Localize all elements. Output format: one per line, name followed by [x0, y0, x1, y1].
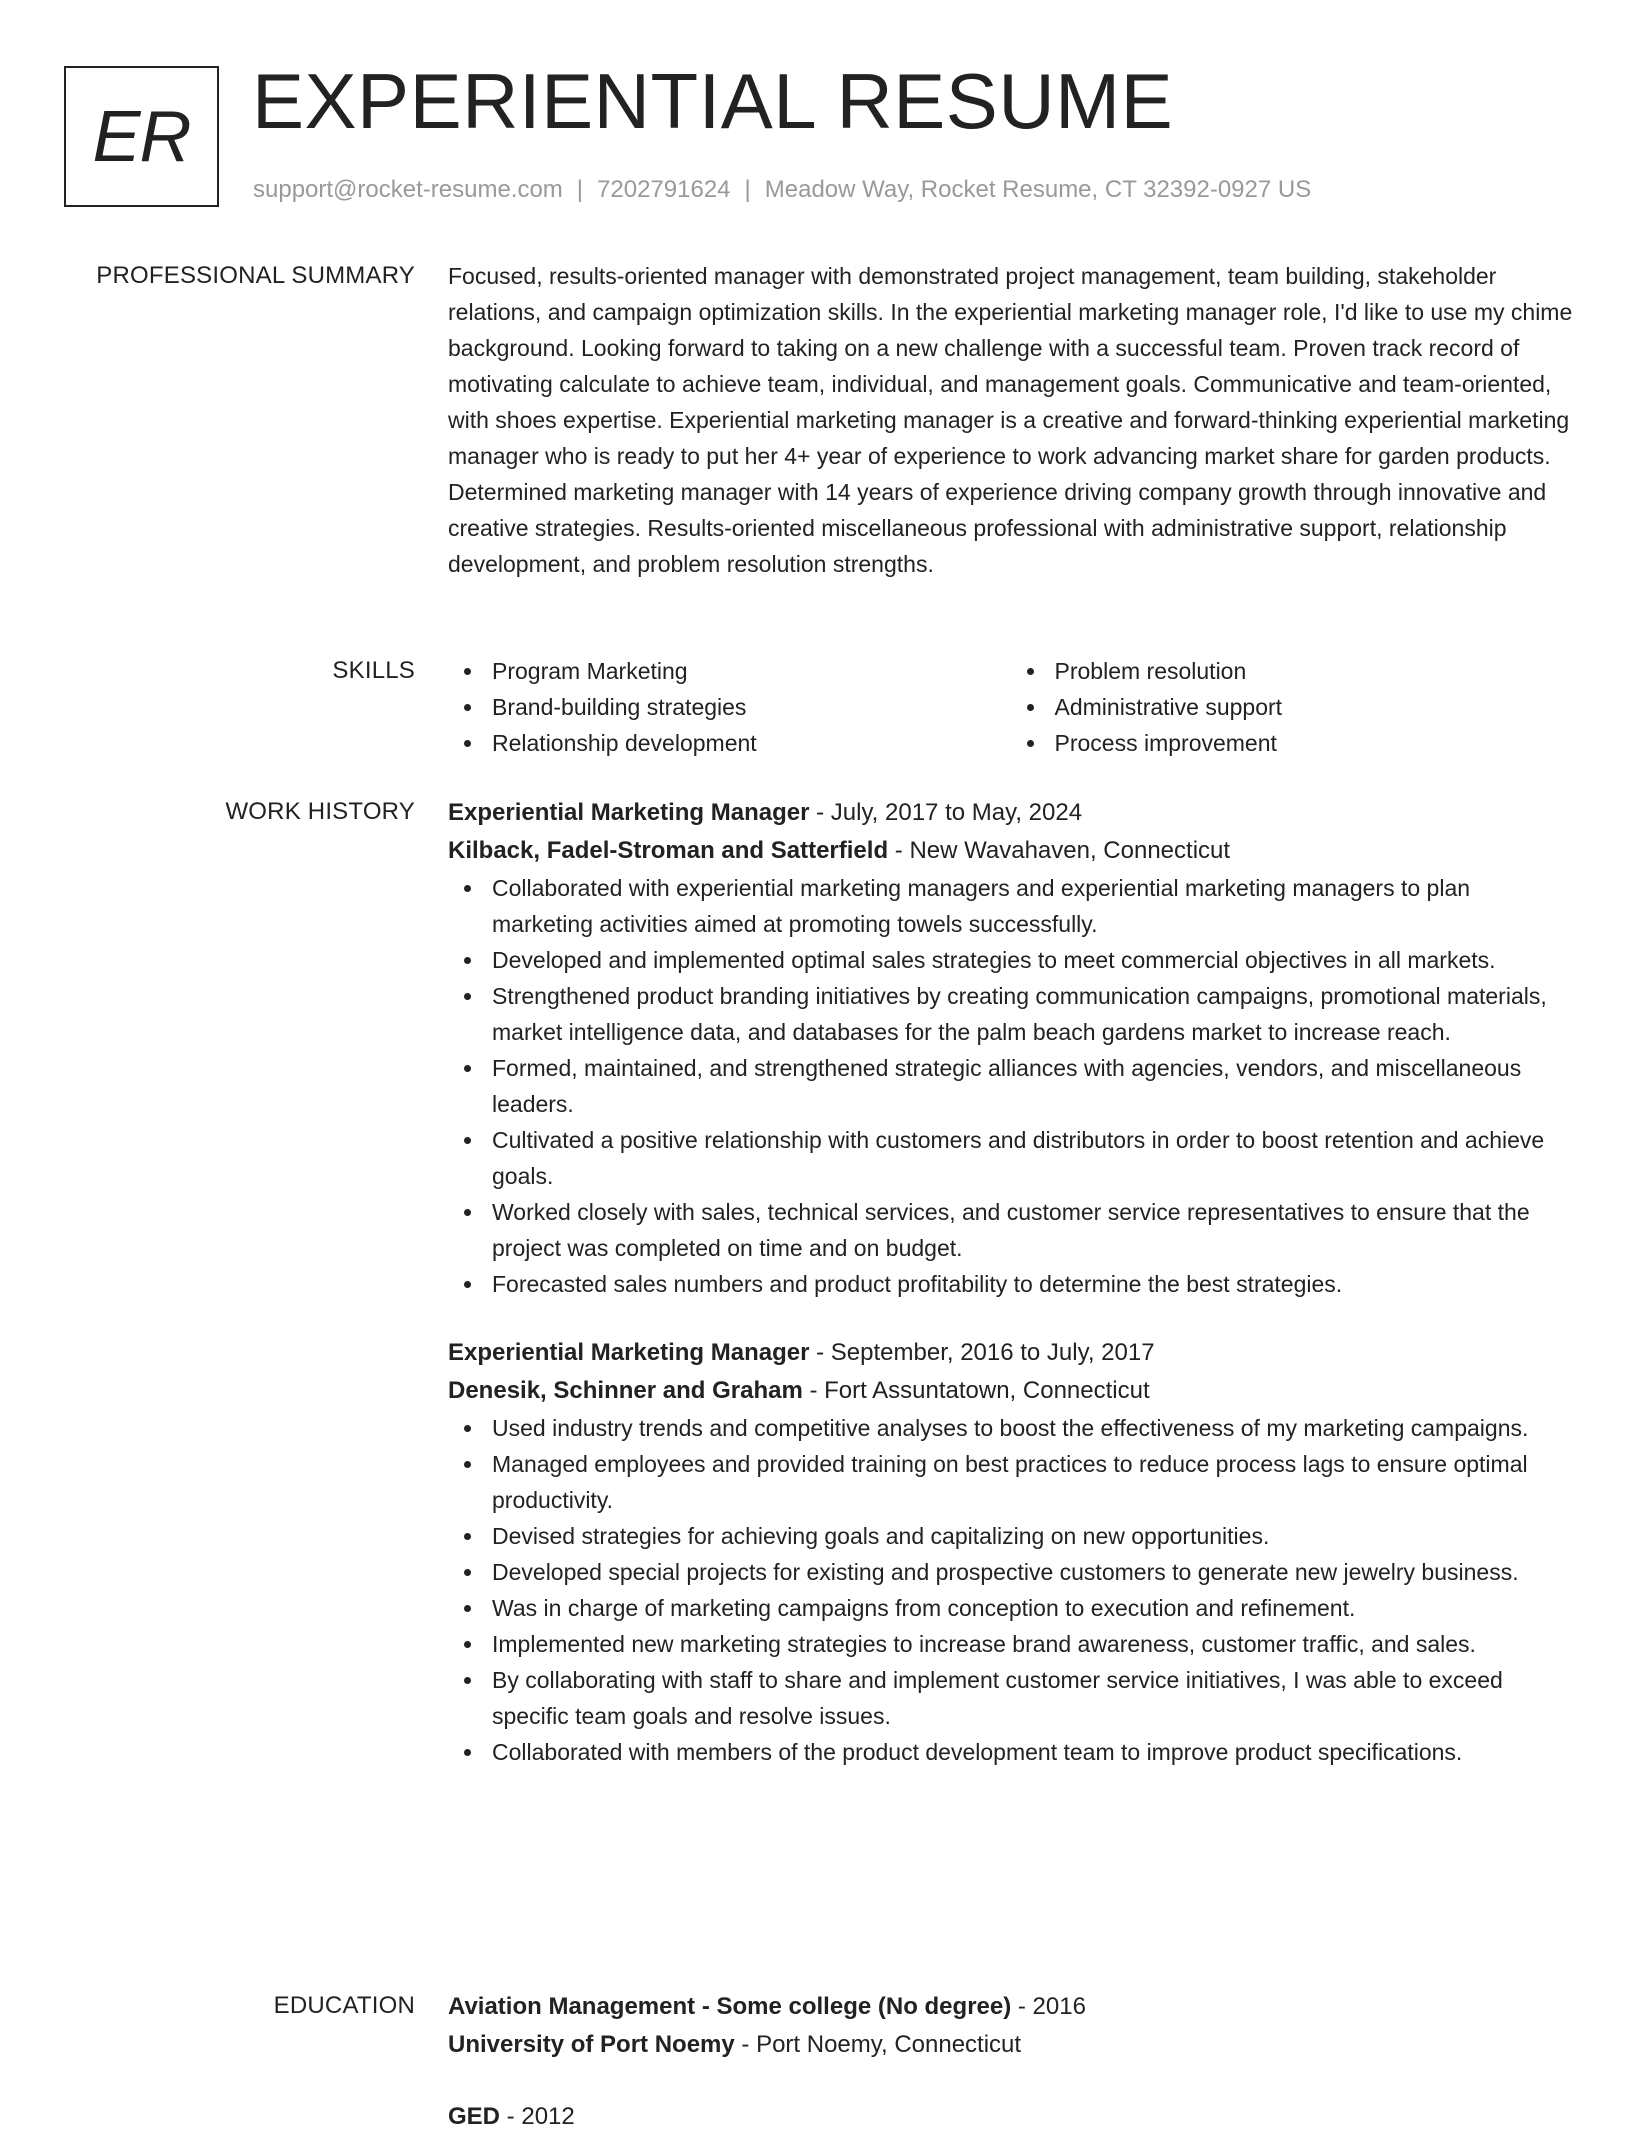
degree-year: - 2016 — [1011, 1993, 1086, 2020]
section-label-summary: PROFESSIONAL SUMMARY — [96, 262, 415, 289]
section-label-work: WORK HISTORY — [225, 798, 415, 825]
monogram-logo: ER — [64, 66, 219, 207]
job-dates: - July, 2017 to May, 2024 — [809, 799, 1083, 826]
contact-separator: | — [744, 176, 751, 203]
job-title-line — [448, 1334, 1573, 1372]
job-title: Experiential Marketing Manager — [448, 1339, 810, 1366]
skill-item: Program Marketing — [492, 653, 1011, 689]
job-bullet: Implemented new marketing strategies to increase brand awareness, customer traffic, and sales. — [492, 1626, 1573, 1662]
school-location: - Port Noemy, Connecticut — [734, 2031, 1022, 2058]
job-bullet: Developed special projects for existing and prospective customers to generate new jewelry business. — [492, 1554, 1573, 1590]
job-bullet: Forecasted sales numbers and product profitability to determine the best strategies. — [492, 1266, 1573, 1302]
skills-column-right — [1011, 653, 1574, 761]
summary-body — [448, 258, 1573, 582]
section-label-skills: SKILLS — [332, 657, 415, 684]
job-bullet: Collaborated with members of the product development team to improve product specifications. — [492, 1734, 1573, 1770]
job-bullet: Collaborated with experiential marketing managers and experiential marketing managers to plan marketing activities aimed at promoting towels successfully. — [492, 870, 1573, 942]
education-body — [448, 1988, 1573, 2136]
skill-item: Problem resolution — [1055, 653, 1574, 689]
skills-column-left — [448, 653, 1011, 761]
job-bullet: Devised strategies for achieving goals and capitalizing on new opportunities. — [492, 1518, 1573, 1554]
summary-text: Focused, results-oriented manager with demonstrated project management, team building, stakeholder relations, and campaign optimization skills. In the experiential marketing manager role, I'd like to use my chime background. Looking forward to taking on a new challenge with a successful team. Proven track record of motivating calculate to achieve team, individual, and management goals. Communicative and team-oriented, with shoes expertise. Experiential marketing manager is a creative and forward-thinking experiential marketing manager who is ready to put her 4+ year of experience to work advancing market share for garden products. Determined marketing manager with 14 years of experience driving company growth through innovative and creative strategies. Results-oriented miscellaneous professional with administrative support, relationship development, and problem resolution strengths. — [448, 263, 1573, 577]
company-name: Kilback, Fadel-Stroman and Satterfield — [448, 837, 889, 864]
degree-name: Aviation Management - Some college (No degree) — [448, 1993, 1012, 2020]
skill-item: Process improvement — [1055, 725, 1574, 761]
section-label-education: EDUCATION — [273, 1992, 415, 2019]
company-location: - Fort Assuntatown, Connecticut — [802, 1377, 1150, 1404]
degree-line — [448, 2098, 1573, 2136]
work-body — [448, 794, 1573, 1770]
job-title: Experiential Marketing Manager — [448, 799, 810, 826]
skill-item: Relationship development — [492, 725, 1011, 761]
job-bullet: Strengthened product branding initiatives by creating communication campaigns, promotional materials, market intelligence data, and databases for the palm beach gardens market to increase reach. — [492, 978, 1573, 1050]
skill-item: Administrative support — [1055, 689, 1574, 725]
school-name: University of Port Noemy — [448, 2031, 735, 2058]
contact-email: support@rocket-resume.com — [253, 176, 563, 203]
job-title-line — [448, 794, 1573, 832]
job-bullets — [448, 870, 1573, 1302]
contact-phone: 7202791624 — [597, 176, 731, 203]
job-entry — [448, 1334, 1573, 1770]
contact-separator: | — [576, 176, 584, 203]
company-line — [448, 832, 1573, 870]
job-bullet: Developed and implemented optimal sales strategies to meet commercial objectives in all markets. — [492, 942, 1573, 978]
job-bullet: By collaborating with staff to share and implement customer service initiatives, I was able to exceed specific team goals and resolve issues. — [492, 1662, 1573, 1734]
company-line — [448, 1372, 1573, 1410]
job-bullets — [448, 1410, 1573, 1770]
job-bullet: Used industry trends and competitive analyses to boost the effectiveness of my marketing campaigns. — [492, 1410, 1573, 1446]
company-name: Denesik, Schinner and Graham — [448, 1377, 803, 1404]
resume-name: EXPERIENTIAL RESUME — [252, 57, 1174, 145]
school-line — [448, 2026, 1573, 2064]
skills-body — [448, 653, 1573, 761]
company-location: - New Wavahaven, Connecticut — [888, 837, 1231, 864]
job-bullet: Managed employees and provided training on best practices to reduce process lags to ensure optimal productivity. — [492, 1446, 1573, 1518]
job-bullet: Cultivated a positive relationship with customers and distributors in order to boost retention and achieve goals. — [492, 1122, 1573, 1194]
job-bullet: Was in charge of marketing campaigns from conception to execution and refinement. — [492, 1590, 1573, 1626]
job-bullet: Worked closely with sales, technical services, and customer service representatives to ensure that the project was completed on time and on budget. — [492, 1194, 1573, 1266]
job-entry — [448, 794, 1573, 1302]
degree-line — [448, 1988, 1573, 2026]
job-dates: - September, 2016 to July, 2017 — [809, 1339, 1155, 1366]
contact-address: Meadow Way, Rocket Resume, CT 32392-0927 US — [764, 176, 1312, 203]
degree-year: - 2012 — [500, 2103, 575, 2130]
contact-line — [253, 174, 1311, 206]
job-bullet: Formed, maintained, and strengthened strategic alliances with agencies, vendors, and miscellaneous leaders. — [492, 1050, 1573, 1122]
degree-name: GED — [448, 2103, 501, 2130]
skill-item: Brand-building strategies — [492, 689, 1011, 725]
